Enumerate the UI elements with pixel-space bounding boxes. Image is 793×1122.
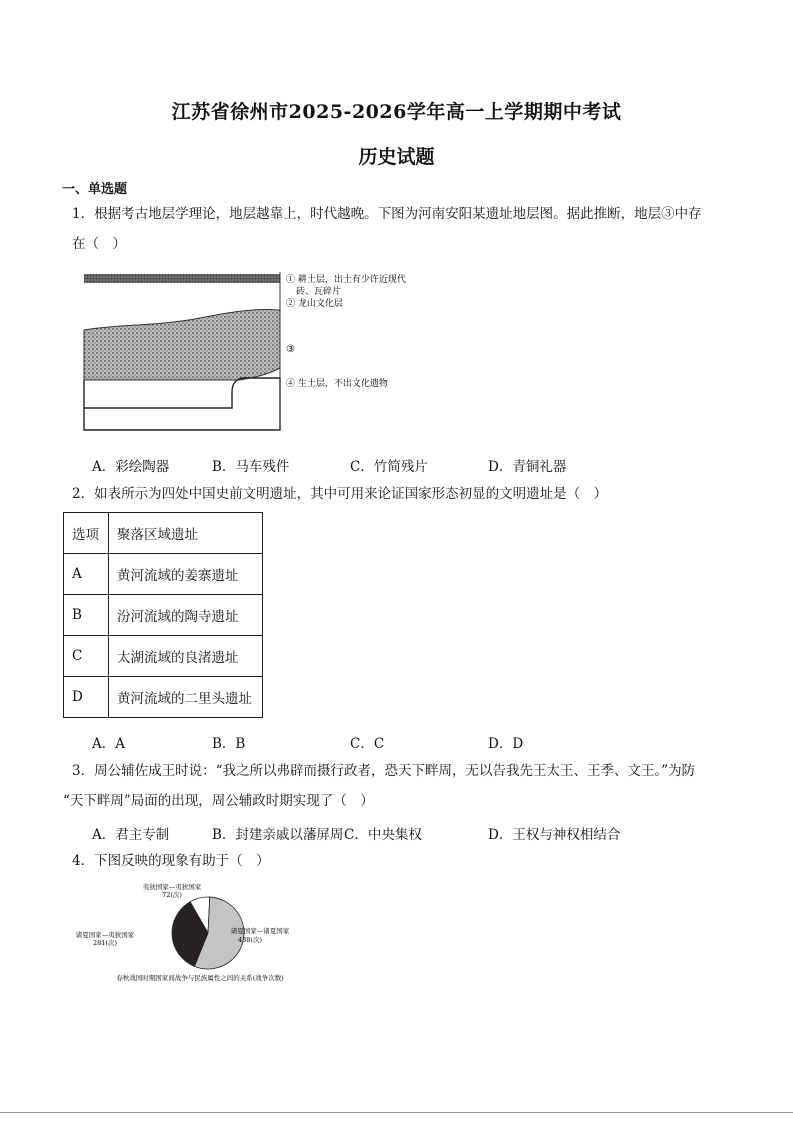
table-row [64, 636, 263, 677]
table-cell: 黄河流域的二里头遗址 [109, 677, 263, 718]
sites-table [63, 512, 263, 718]
q1-option-b[interactable]: B．马车残件 [212, 459, 290, 475]
table-cell: D [64, 677, 109, 718]
layer-4-label: ④ 生土层，不出文化遗物 [286, 379, 388, 389]
page-title: 江苏省徐州市2025-2026学年高一上学期期中考试 [171, 101, 622, 123]
question-1-line-2: 在（ ） [72, 236, 126, 252]
section-heading: 一、单选题 [62, 182, 128, 197]
layer-2-label: ② 龙山文化层 [286, 299, 343, 309]
pie-label-1a: 夷狄国家—夷狄国家 [142, 883, 202, 891]
strata-diagram [80, 268, 440, 438]
pie-label-3b: 281(次) [93, 939, 117, 947]
layer-3-shape [84, 309, 280, 380]
table-header-row [64, 513, 263, 554]
layer-4-boundary [84, 378, 280, 430]
question-4-text: 4．下图反映的现象有助于（ ） [72, 853, 270, 869]
layer-1-label-b: 砖、瓦碎片 [296, 287, 342, 297]
q1-option-a[interactable]: A．彩绘陶器 [92, 459, 170, 475]
page-bottom-line [0, 1112, 793, 1113]
page-subtitle: 历史试题 [358, 146, 435, 168]
table-header-cell: 聚落区域遗址 [109, 513, 263, 554]
q3-option-b[interactable]: B．封建亲戚以藩屏周 [212, 827, 344, 843]
table-header-cell: 选项 [64, 513, 109, 554]
war-pie-chart [60, 880, 340, 990]
question-2-text: 2．如表所示为四处中国史前文明遗址，其中可用来论证国家形态初显的文明遗址是（ ） [72, 486, 608, 502]
question-3-line-2: “天下畔周”局面的出现，周公辅政时期实现了（ ） [63, 793, 374, 809]
q2-option-c[interactable]: C．C [350, 736, 385, 752]
q3-option-d[interactable]: D．王权与神权相结合 [488, 827, 621, 843]
question-3-line-1: 3．周公辅佐成王时说：“我之所以弗辟而摄行政者，恐天下畔周，无以告我先王太王、王季、文王。”为防 [72, 763, 696, 779]
q2-option-d[interactable]: D．D [488, 736, 524, 752]
layer-3-label: ③ [286, 344, 295, 355]
table-row [64, 595, 263, 636]
pie-label-3a: 诸夏国家—夷狄国家 [75, 931, 135, 939]
layer-1-band [84, 274, 280, 283]
q1-option-d[interactable]: D．青铜礼器 [488, 459, 567, 475]
q3-option-c[interactable]: C．中央集权 [344, 827, 422, 843]
q3-option-a[interactable]: A．君主专制 [92, 827, 170, 843]
table-cell: C [64, 636, 109, 677]
table-row [64, 554, 263, 595]
table-cell: 黄河流域的姜寨遗址 [109, 554, 263, 595]
table-cell: A [64, 554, 109, 595]
pie-label-1b: 72(次) [162, 891, 182, 899]
pie-title: 春秋战国时期国家间战争与民族属性之间的关系(战争次数) [116, 974, 284, 982]
q2-option-a[interactable]: A．A [92, 736, 125, 752]
table-cell: 太湖流域的良渚遗址 [109, 636, 263, 677]
pie-label-2b: 438(次) [238, 936, 262, 944]
q2-option-b[interactable]: B．B [212, 736, 246, 752]
table-row [64, 677, 263, 718]
table-cell: 汾河流域的陶寺遗址 [109, 595, 263, 636]
question-1-line-1: 1．根据考古地层学理论，地层越靠上，时代越晚。下图为河南安阳某遗址地层图。据此推断，地层③中存 [72, 206, 702, 222]
table-cell: B [64, 595, 109, 636]
q1-option-c[interactable]: C．竹简残片 [350, 459, 428, 475]
layer-1-label-a: ① 耕土层，出土有少许近现代 [286, 275, 406, 285]
pie-label-2a: 诸夏国家—诸夏国家 [230, 927, 290, 935]
